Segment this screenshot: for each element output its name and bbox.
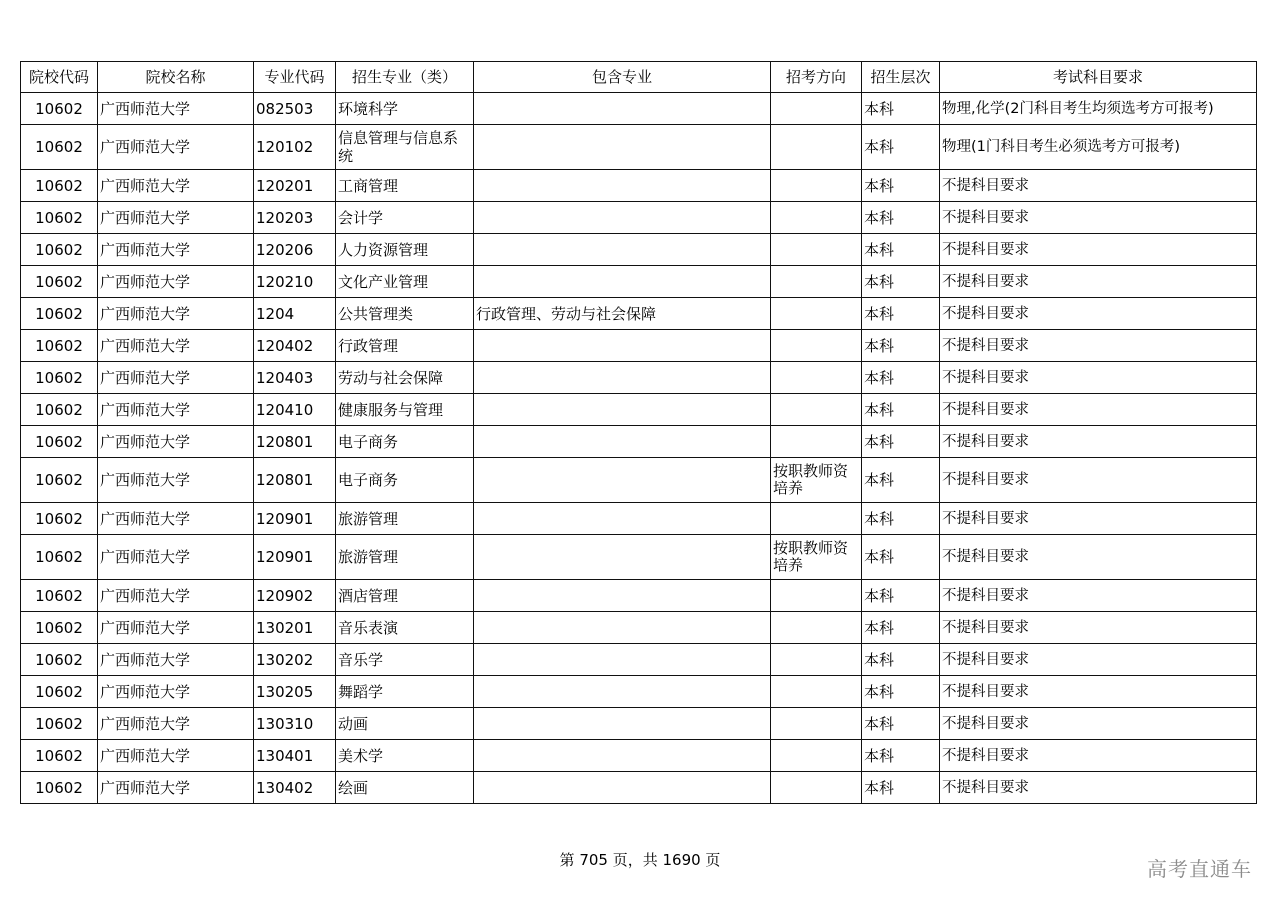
cell-level: 本科 xyxy=(862,93,940,125)
cell-major: 文化产业管理 xyxy=(336,266,474,298)
cell-major-code: 130402 xyxy=(254,772,336,804)
cell-school-code: 10602 xyxy=(21,266,98,298)
table-row xyxy=(21,125,1257,170)
header-major-code: 专业代码 xyxy=(254,62,336,93)
table-row xyxy=(21,458,1257,503)
table-row xyxy=(21,426,1257,458)
cell-level: 本科 xyxy=(862,202,940,234)
table-row xyxy=(21,93,1257,125)
cell-major: 舞蹈学 xyxy=(336,676,474,708)
page-number-footer: 第 705 页，共 1690 页 xyxy=(559,851,721,869)
table-row xyxy=(21,362,1257,394)
table-row xyxy=(21,298,1257,330)
cell-major-code: 120901 xyxy=(254,503,336,535)
cell-major: 旅游管理 xyxy=(336,535,474,580)
cell-school-code: 10602 xyxy=(21,202,98,234)
table-row xyxy=(21,234,1257,266)
header-level: 招生层次 xyxy=(862,62,940,93)
header-requirement: 考试科目要求 xyxy=(940,62,1257,93)
cell-level: 本科 xyxy=(862,740,940,772)
table-row xyxy=(21,535,1257,580)
table-row xyxy=(21,266,1257,298)
cell-major-code: 1204 xyxy=(254,298,336,330)
watermark: 高考直通车 xyxy=(1147,857,1252,881)
cell-includes xyxy=(474,503,771,535)
cell-requirement: 不提科目要求 xyxy=(940,580,1257,612)
cell-major-code: 120402 xyxy=(254,330,336,362)
cell-major: 环境科学 xyxy=(336,93,474,125)
cell-includes xyxy=(474,612,771,644)
cell-requirement: 不提科目要求 xyxy=(940,234,1257,266)
cell-direction xyxy=(771,612,862,644)
cell-major: 绘画 xyxy=(336,772,474,804)
cell-direction xyxy=(771,394,862,426)
cell-school-name: 广西师范大学 xyxy=(98,676,254,708)
cell-major-code: 120901 xyxy=(254,535,336,580)
cell-level: 本科 xyxy=(862,708,940,740)
cell-major: 行政管理 xyxy=(336,330,474,362)
cell-school-name: 广西师范大学 xyxy=(98,503,254,535)
cell-school-name: 广西师范大学 xyxy=(98,170,254,202)
table-row xyxy=(21,772,1257,804)
cell-level: 本科 xyxy=(862,580,940,612)
cell-school-name: 广西师范大学 xyxy=(98,266,254,298)
cell-requirement: 不提科目要求 xyxy=(940,266,1257,298)
cell-direction xyxy=(771,202,862,234)
cell-major-code: 120102 xyxy=(254,125,336,170)
cell-major: 酒店管理 xyxy=(336,580,474,612)
cell-direction xyxy=(771,708,862,740)
cell-includes xyxy=(474,535,771,580)
cell-school-code: 10602 xyxy=(21,772,98,804)
table-row xyxy=(21,740,1257,772)
table-row xyxy=(21,644,1257,676)
cell-school-name: 广西师范大学 xyxy=(98,458,254,503)
cell-direction xyxy=(771,330,862,362)
cell-major-code: 130401 xyxy=(254,740,336,772)
cell-school-code: 10602 xyxy=(21,708,98,740)
cell-school-code: 10602 xyxy=(21,644,98,676)
cell-direction: 按职教师资培养 xyxy=(771,458,862,503)
cell-school-code: 10602 xyxy=(21,234,98,266)
cell-requirement: 不提科目要求 xyxy=(940,426,1257,458)
cell-school-name: 广西师范大学 xyxy=(98,426,254,458)
cell-requirement: 物理(1门科目考生必须选考方可报考) xyxy=(940,125,1257,170)
cell-school-name: 广西师范大学 xyxy=(98,535,254,580)
cell-requirement: 不提科目要求 xyxy=(940,708,1257,740)
cell-level: 本科 xyxy=(862,458,940,503)
cell-includes xyxy=(474,580,771,612)
cell-level: 本科 xyxy=(862,125,940,170)
cell-school-code: 10602 xyxy=(21,740,98,772)
cell-school-name: 广西师范大学 xyxy=(98,362,254,394)
cell-requirement: 不提科目要求 xyxy=(940,298,1257,330)
cell-requirement: 不提科目要求 xyxy=(940,362,1257,394)
cell-school-name: 广西师范大学 xyxy=(98,394,254,426)
cell-includes xyxy=(474,676,771,708)
cell-includes xyxy=(474,234,771,266)
header-school-code: 院校代码 xyxy=(21,62,98,93)
cell-major: 音乐学 xyxy=(336,644,474,676)
cell-level: 本科 xyxy=(862,170,940,202)
cell-requirement: 不提科目要求 xyxy=(940,535,1257,580)
cell-level: 本科 xyxy=(862,362,940,394)
cell-level: 本科 xyxy=(862,426,940,458)
cell-requirement: 不提科目要求 xyxy=(940,612,1257,644)
cell-major-code: 082503 xyxy=(254,93,336,125)
cell-requirement: 不提科目要求 xyxy=(940,503,1257,535)
cell-school-name: 广西师范大学 xyxy=(98,298,254,330)
cell-direction xyxy=(771,125,862,170)
table-row xyxy=(21,708,1257,740)
cell-school-code: 10602 xyxy=(21,394,98,426)
cell-major: 电子商务 xyxy=(336,458,474,503)
cell-school-name: 广西师范大学 xyxy=(98,612,254,644)
cell-major: 动画 xyxy=(336,708,474,740)
cell-direction xyxy=(771,93,862,125)
cell-major: 音乐表演 xyxy=(336,612,474,644)
cell-school-name: 广西师范大学 xyxy=(98,772,254,804)
header-major: 招生专业（类） xyxy=(336,62,474,93)
cell-requirement: 不提科目要求 xyxy=(940,202,1257,234)
cell-direction xyxy=(771,234,862,266)
cell-school-name: 广西师范大学 xyxy=(98,125,254,170)
table-row xyxy=(21,503,1257,535)
cell-school-code: 10602 xyxy=(21,580,98,612)
cell-includes xyxy=(474,125,771,170)
cell-school-code: 10602 xyxy=(21,612,98,644)
cell-major-code: 130202 xyxy=(254,644,336,676)
table-row xyxy=(21,394,1257,426)
cell-requirement: 物理,化学(2门科目考生均须选考方可报考) xyxy=(940,93,1257,125)
cell-requirement: 不提科目要求 xyxy=(940,772,1257,804)
cell-requirement: 不提科目要求 xyxy=(940,330,1257,362)
cell-includes xyxy=(474,202,771,234)
cell-requirement: 不提科目要求 xyxy=(940,170,1257,202)
cell-includes xyxy=(474,426,771,458)
cell-major-code: 120201 xyxy=(254,170,336,202)
cell-includes xyxy=(474,644,771,676)
cell-major: 电子商务 xyxy=(336,426,474,458)
cell-direction xyxy=(771,503,862,535)
cell-includes: 行政管理、劳动与社会保障 xyxy=(474,298,771,330)
cell-level: 本科 xyxy=(862,503,940,535)
cell-includes xyxy=(474,93,771,125)
cell-direction xyxy=(771,426,862,458)
cell-school-code: 10602 xyxy=(21,362,98,394)
cell-requirement: 不提科目要求 xyxy=(940,644,1257,676)
cell-level: 本科 xyxy=(862,330,940,362)
cell-includes xyxy=(474,394,771,426)
cell-includes xyxy=(474,362,771,394)
cell-major: 劳动与社会保障 xyxy=(336,362,474,394)
cell-major-code: 120902 xyxy=(254,580,336,612)
table-row xyxy=(21,202,1257,234)
cell-school-code: 10602 xyxy=(21,503,98,535)
table-header-row xyxy=(21,62,1257,93)
cell-requirement: 不提科目要求 xyxy=(940,458,1257,503)
cell-school-code: 10602 xyxy=(21,426,98,458)
header-direction: 招考方向 xyxy=(771,62,862,93)
cell-direction xyxy=(771,170,862,202)
table-row xyxy=(21,580,1257,612)
cell-direction xyxy=(771,644,862,676)
cell-level: 本科 xyxy=(862,298,940,330)
table-row xyxy=(21,612,1257,644)
header-includes: 包含专业 xyxy=(474,62,771,93)
cell-school-code: 10602 xyxy=(21,170,98,202)
cell-major: 美术学 xyxy=(336,740,474,772)
cell-major: 信息管理与信息系统 xyxy=(336,125,474,170)
cell-school-name: 广西师范大学 xyxy=(98,644,254,676)
cell-includes xyxy=(474,266,771,298)
cell-major-code: 120210 xyxy=(254,266,336,298)
cell-major-code: 120203 xyxy=(254,202,336,234)
cell-school-code: 10602 xyxy=(21,298,98,330)
cell-school-code: 10602 xyxy=(21,93,98,125)
cell-level: 本科 xyxy=(862,612,940,644)
cell-school-code: 10602 xyxy=(21,125,98,170)
cell-includes xyxy=(474,740,771,772)
cell-includes xyxy=(474,458,771,503)
cell-level: 本科 xyxy=(862,234,940,266)
cell-direction xyxy=(771,740,862,772)
cell-direction xyxy=(771,580,862,612)
cell-major: 工商管理 xyxy=(336,170,474,202)
cell-major: 旅游管理 xyxy=(336,503,474,535)
cell-school-name: 广西师范大学 xyxy=(98,740,254,772)
cell-school-code: 10602 xyxy=(21,330,98,362)
cell-level: 本科 xyxy=(862,394,940,426)
cell-requirement: 不提科目要求 xyxy=(940,740,1257,772)
cell-includes xyxy=(474,708,771,740)
cell-school-code: 10602 xyxy=(21,458,98,503)
cell-requirement: 不提科目要求 xyxy=(940,394,1257,426)
table-row xyxy=(21,676,1257,708)
cell-school-name: 广西师范大学 xyxy=(98,93,254,125)
cell-school-name: 广西师范大学 xyxy=(98,708,254,740)
cell-level: 本科 xyxy=(862,644,940,676)
cell-direction xyxy=(771,362,862,394)
cell-requirement: 不提科目要求 xyxy=(940,676,1257,708)
cell-school-name: 广西师范大学 xyxy=(98,234,254,266)
cell-major: 健康服务与管理 xyxy=(336,394,474,426)
cell-major-code: 130205 xyxy=(254,676,336,708)
cell-major-code: 130310 xyxy=(254,708,336,740)
cell-school-code: 10602 xyxy=(21,535,98,580)
cell-level: 本科 xyxy=(862,676,940,708)
cell-level: 本科 xyxy=(862,535,940,580)
cell-major: 人力资源管理 xyxy=(336,234,474,266)
cell-major: 公共管理类 xyxy=(336,298,474,330)
cell-major-code: 130201 xyxy=(254,612,336,644)
cell-major: 会计学 xyxy=(336,202,474,234)
table-row xyxy=(21,170,1257,202)
cell-major-code: 120403 xyxy=(254,362,336,394)
admission-majors-table xyxy=(20,61,1257,804)
cell-level: 本科 xyxy=(862,266,940,298)
table-row xyxy=(21,330,1257,362)
cell-school-code: 10602 xyxy=(21,676,98,708)
cell-includes xyxy=(474,330,771,362)
header-school-name: 院校名称 xyxy=(98,62,254,93)
cell-direction: 按职教师资培养 xyxy=(771,535,862,580)
cell-major-code: 120801 xyxy=(254,426,336,458)
cell-direction xyxy=(771,266,862,298)
cell-school-name: 广西师范大学 xyxy=(98,580,254,612)
cell-major-code: 120410 xyxy=(254,394,336,426)
table-body xyxy=(21,93,1257,804)
cell-school-name: 广西师范大学 xyxy=(98,202,254,234)
cell-includes xyxy=(474,772,771,804)
cell-major-code: 120206 xyxy=(254,234,336,266)
cell-level: 本科 xyxy=(862,772,940,804)
cell-major-code: 120801 xyxy=(254,458,336,503)
cell-includes xyxy=(474,170,771,202)
cell-direction xyxy=(771,676,862,708)
cell-direction xyxy=(771,772,862,804)
cell-direction xyxy=(771,298,862,330)
cell-school-name: 广西师范大学 xyxy=(98,330,254,362)
